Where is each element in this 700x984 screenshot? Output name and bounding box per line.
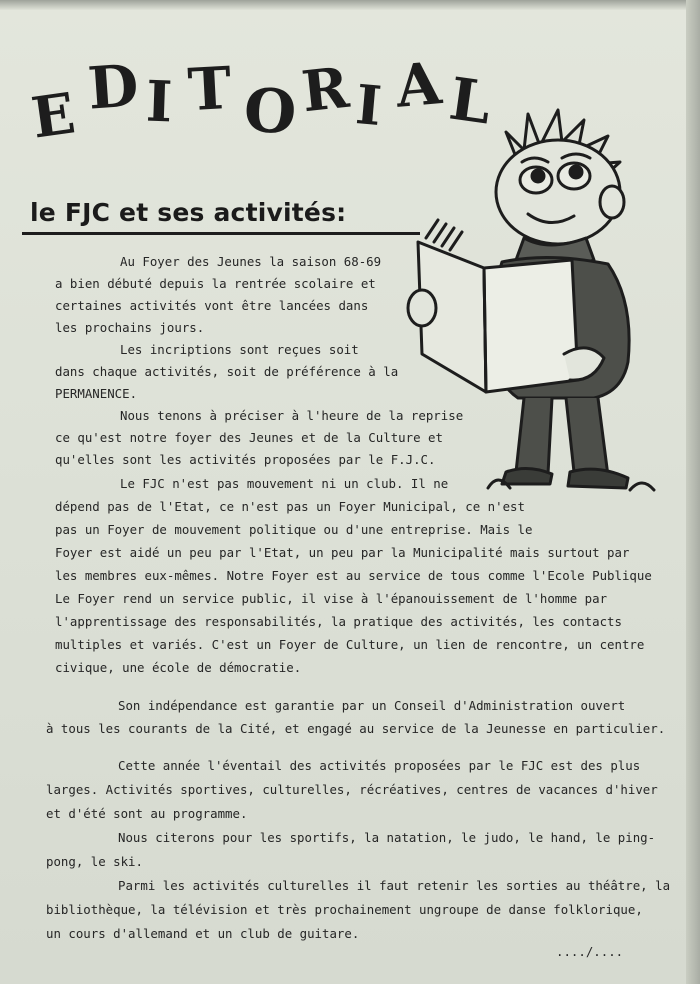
- page-top-edge: [0, 0, 700, 10]
- heading-letter: O: [241, 75, 299, 149]
- section-title: le FJC et ses activités:: [30, 198, 347, 227]
- title-underline: [22, 232, 420, 235]
- body-line: Au Foyer des Jeunes la saison 68-69: [120, 254, 382, 269]
- heading-letter: A: [393, 49, 444, 121]
- page-right-edge: [686, 0, 700, 984]
- heading-letter: I: [353, 72, 385, 138]
- body-line: Le Foyer rend un service public, il vise à l'épanouissement de l'homme par: [55, 591, 608, 606]
- body-line: civique, une école de démocratie.: [55, 660, 302, 675]
- body-line: pong, le ski.: [46, 854, 143, 869]
- body-line: les membres eux-mêmes. Notre Foyer est au service de tous comme l'Ecole Publique: [55, 568, 652, 583]
- body-line: qu'elles sont les activités proposées par le F.J.C.: [55, 452, 436, 467]
- body-line: dans chaque activités, soit de préférence à la: [55, 364, 399, 379]
- body-line: Nous tenons à préciser à l'heure de la reprise: [120, 408, 464, 423]
- body-line: à tous les courants de la Cité, et engagé au service de la Jeunesse en particulier.: [46, 721, 666, 736]
- heading-letter: R: [298, 54, 352, 126]
- body-line: ce qu'est notre foyer des Jeunes et de la Culture et: [55, 430, 443, 445]
- heading-letter: T: [186, 53, 233, 125]
- body-line: dépend pas de l'Etat, ce n'est pas un Foyer Municipal, ce n'est: [55, 499, 525, 514]
- body-line: larges. Activités sportives, culturelles, récréatives, centres de vacances d'hiver: [46, 782, 658, 797]
- heading-letter: D: [85, 51, 141, 123]
- body-line: Foyer est aidé un peu par l'Etat, un peu par la Municipalité mais surtout par: [55, 545, 630, 560]
- body-line: l'apprentissage des responsabilités, la pratique des activités, les contacts: [55, 614, 622, 629]
- body-line: les prochains jours.: [55, 320, 205, 335]
- body-line: multiples et variés. C'est un Foyer de Culture, un lien de rencontre, un centre: [55, 637, 645, 652]
- heading-letter: E: [27, 80, 80, 152]
- body-line: certaines activités vont être lancées dans: [55, 298, 369, 313]
- body-line: PERMANENCE.: [55, 386, 138, 401]
- body-line: Le FJC n'est pas mouvement ni un club. Il ne: [120, 476, 449, 491]
- body-line: Nous citerons pour les sportifs, la natation, le judo, le hand, le ping-: [118, 830, 656, 845]
- body-line: bibliothèque, la télévision et très prochainement ungroupe de danse folklorique,: [46, 902, 643, 917]
- heading-letter: L: [445, 64, 496, 138]
- body-line: Son indépendance est garantie par un Conseil d'Administration ouvert: [118, 698, 626, 713]
- body-line: un cours d'allemand et un club de guitare.: [46, 926, 360, 941]
- body-line: Parmi les activités culturelles il faut retenir les sorties au théâtre, la: [118, 878, 671, 893]
- continued-marker: ..../....: [556, 944, 624, 959]
- body-line: a bien débuté depuis la rentrée scolaire et: [55, 276, 376, 291]
- body-line: et d'été sont au programme.: [46, 806, 248, 821]
- heading-letter: I: [144, 68, 174, 136]
- body-line: Les incriptions sont reçues soit: [120, 342, 359, 357]
- body-line: Cette année l'éventail des activités proposées par le FJC est des plus: [118, 758, 641, 773]
- body-line: pas un Foyer de mouvement politique ou d'une entreprise. Mais le: [55, 522, 533, 537]
